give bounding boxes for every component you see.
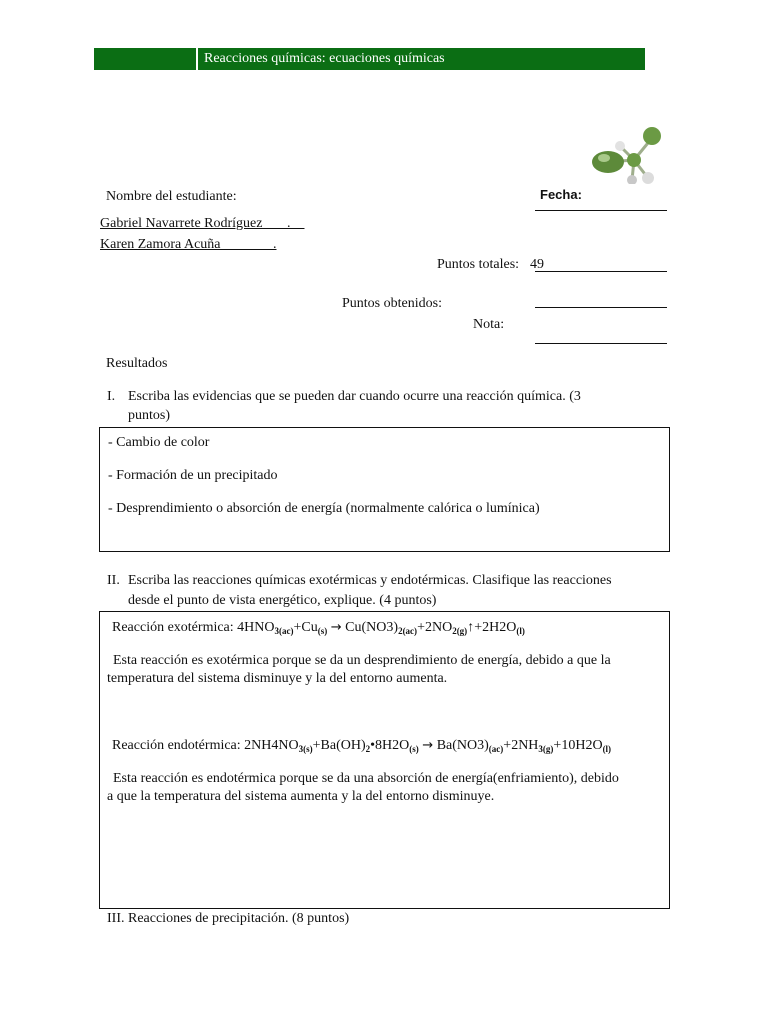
q1-answer-box[interactable] bbox=[99, 427, 670, 552]
student-name-label: Nombre del estudiante: bbox=[106, 189, 237, 204]
header-bar-left bbox=[94, 48, 196, 70]
q1-text-line1: Escriba las evidencias que se pueden dar cuando ocurre una reacción química. (3 bbox=[128, 389, 581, 404]
endo-reaction: Reacción endotérmica: $2NH4NO_{3(s)}+Ba(OH)_2•8H2O_{(s)} \to Ba(NO3)_{(ac)}+2NH_{3(g)}+10H2O_{(l)}$ bbox=[112, 738, 612, 754]
total-points-line bbox=[535, 271, 667, 272]
exo-reaction: Reacción exotérmica: $4HNO_{3(ac)}+Cu_{(s)}$ → $Cu(NO3)_{2(ac)}+2NO_{2(g)}↑+2H2O_{(l)}$ bbox=[112, 620, 525, 636]
q2-text-line2: desde el punto de vista energético, explique. (4 puntos) bbox=[128, 593, 437, 608]
molecule-icon bbox=[586, 112, 662, 184]
right-arrow-icon: → bbox=[330, 620, 342, 635]
q2-answer-box[interactable] bbox=[99, 611, 670, 909]
q3-text: III. Reacciones de precipitación. (8 puntos) bbox=[107, 911, 350, 926]
endo-label: Reacción endotérmica: bbox=[112, 738, 241, 753]
q2-text-line1: Escriba las reacciones químicas exotérmicas y endotérmicas. Clasifique las reacciones bbox=[128, 573, 612, 588]
right-arrow-icon: → bbox=[422, 738, 434, 753]
q2-number: II. bbox=[107, 573, 120, 588]
obtained-points-line bbox=[535, 307, 667, 308]
header-title: Reacciones químicas: ecuaciones químicas bbox=[198, 48, 645, 70]
obtained-points-label: Puntos obtenidos: bbox=[342, 296, 442, 311]
student-name-2: Karen Zamora Acuña . bbox=[100, 237, 277, 252]
exo-explanation: Esta reacción es exotérmica porque se da un desprendimiento de energía, debido a que la temperatura del sistema disminuye y la del entorno aumenta. bbox=[107, 653, 611, 686]
grade-line bbox=[535, 343, 667, 344]
total-points-label: Puntos totales: bbox=[437, 257, 520, 272]
q1-answer-1: - Cambio de color bbox=[108, 435, 210, 450]
results-heading: Resultados bbox=[106, 356, 168, 371]
date-line bbox=[535, 210, 667, 211]
grade-label: Nota: bbox=[473, 317, 505, 332]
q1-answer-2: - Formación de un precipitado bbox=[108, 468, 278, 483]
q1-answer-3: - Desprendimiento o absorción de energía (normalmente calórica o lumínica) bbox=[108, 501, 540, 516]
exo-label: Reacción exotérmica: bbox=[112, 620, 234, 635]
q1-number: I. bbox=[107, 389, 116, 404]
student-name-1: Gabriel Navarrete Rodríguez . bbox=[100, 216, 305, 231]
date-label: Fecha: bbox=[540, 187, 582, 202]
total-points-value: 49 bbox=[530, 257, 544, 272]
q1-text-line2: puntos) bbox=[128, 408, 170, 423]
endo-explanation: Esta reacción es endotérmica porque se da una absorción de energía(enfriamiento), debido a que la temperatura del sistema aumenta y la del entorno disminuye. bbox=[107, 771, 619, 804]
